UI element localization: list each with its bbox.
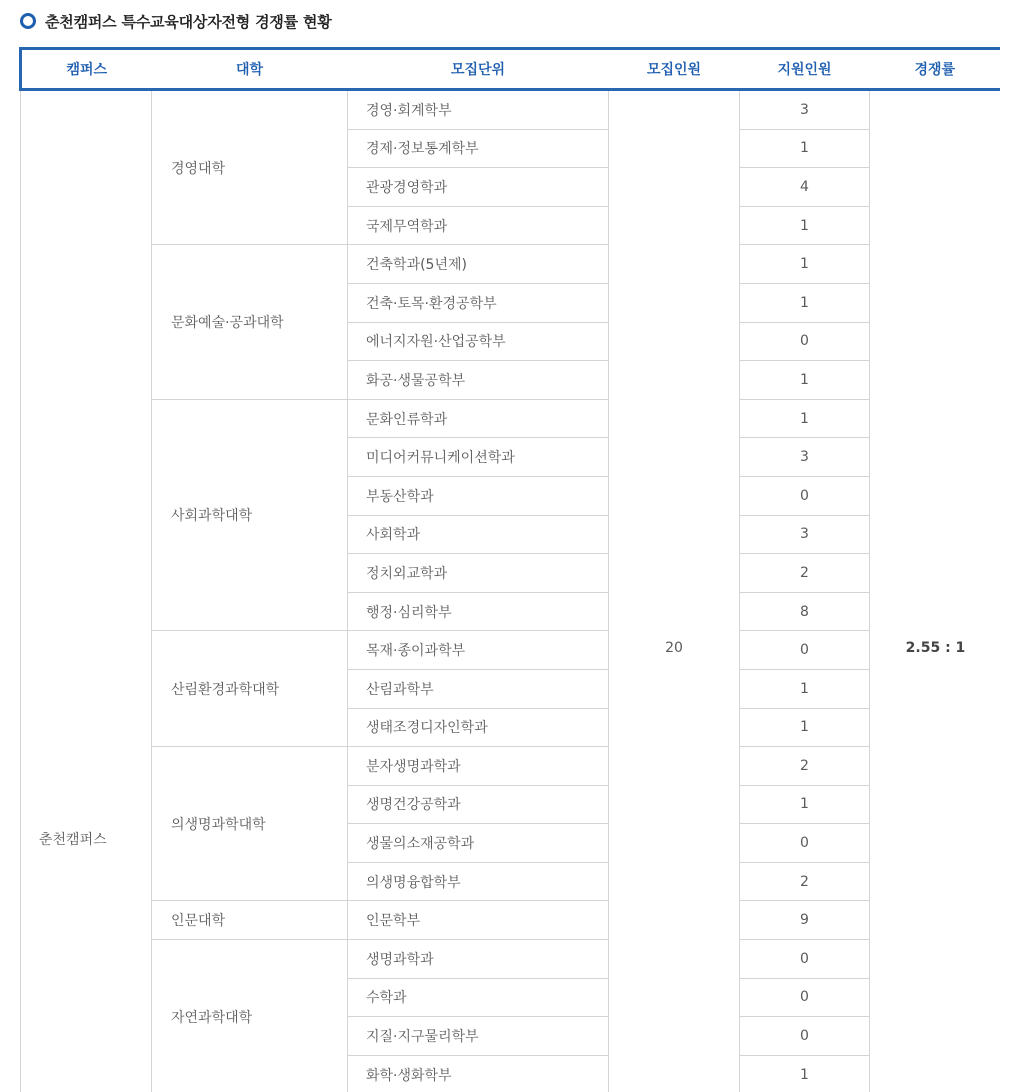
applicants-cell: 1 [740, 206, 870, 245]
unit-cell: 사회학과 [348, 515, 609, 554]
college-cell: 사회과학대학 [152, 399, 348, 631]
applicants-cell: 1 [740, 283, 870, 322]
unit-cell: 지질·지구물리학부 [348, 1017, 609, 1056]
college-cell: 문화예술·공과대학 [152, 245, 348, 399]
unit-cell: 건축학과(5년제) [348, 245, 609, 284]
applicants-cell: 1 [740, 1055, 870, 1092]
table-row [21, 901, 1001, 940]
table-row [21, 747, 1001, 786]
applicants-cell: 3 [740, 438, 870, 477]
applicants-cell: 2 [740, 862, 870, 901]
quota-cell: 20 [609, 90, 740, 1092]
unit-cell: 분자생명과학과 [348, 747, 609, 786]
unit-cell: 행정·심리학부 [348, 592, 609, 631]
table-header-row [21, 49, 1001, 90]
applicants-cell: 0 [740, 322, 870, 361]
college-cell: 경영대학 [152, 90, 348, 245]
competition-rate-table [19, 47, 1000, 1092]
applicants-cell: 0 [740, 940, 870, 979]
table-row [21, 245, 1001, 284]
unit-cell: 미디어커뮤니케이션학과 [348, 438, 609, 477]
unit-cell: 관광경영학과 [348, 168, 609, 207]
applicants-cell: 1 [740, 245, 870, 284]
unit-cell: 문화인류학과 [348, 399, 609, 438]
table-row [21, 90, 1001, 130]
header-college: 대학 [152, 49, 348, 90]
applicants-cell: 3 [740, 515, 870, 554]
unit-cell: 생물의소재공학과 [348, 824, 609, 863]
applicants-cell: 1 [740, 361, 870, 400]
college-cell: 자연과학대학 [152, 940, 348, 1092]
applicants-cell: 2 [740, 554, 870, 593]
applicants-cell: 0 [740, 631, 870, 670]
applicants-cell: 1 [740, 708, 870, 747]
unit-cell: 산림과학부 [348, 669, 609, 708]
applicants-cell: 0 [740, 978, 870, 1017]
table-body [21, 90, 1001, 1092]
applicants-cell: 0 [740, 824, 870, 863]
table-row [21, 940, 1001, 979]
unit-cell: 화공·생물공학부 [348, 361, 609, 400]
section-title [20, 8, 332, 34]
applicants-cell: 8 [740, 592, 870, 631]
unit-cell: 생명건강공학과 [348, 785, 609, 824]
unit-cell: 인문학부 [348, 901, 609, 940]
campus-name: 춘천캠퍼스 [39, 832, 107, 848]
circle-bullet-icon [20, 13, 36, 29]
applicants-cell: 1 [740, 129, 870, 168]
unit-cell: 목재·종이과학부 [348, 631, 609, 670]
unit-cell: 의생명융합학부 [348, 862, 609, 901]
header-campus: 캠퍼스 [21, 49, 152, 90]
college-cell: 인문대학 [152, 901, 348, 940]
unit-cell: 부동산학과 [348, 476, 609, 515]
applicants-cell: 1 [740, 669, 870, 708]
unit-cell: 에너지자원·산업공학부 [348, 322, 609, 361]
unit-cell: 생명과학과 [348, 940, 609, 979]
unit-cell: 경영·회계학부 [348, 90, 609, 130]
applicants-cell: 0 [740, 1017, 870, 1056]
applicants-cell: 1 [740, 785, 870, 824]
applicants-cell: 0 [740, 476, 870, 515]
table-row [21, 399, 1001, 438]
unit-cell: 건축·토목·환경공학부 [348, 283, 609, 322]
header-quota: 모집인원 [609, 49, 740, 90]
applicants-cell: 3 [740, 90, 870, 130]
table-row [21, 631, 1001, 670]
competition-rate-table-container [19, 47, 1000, 1092]
header-applicants: 지원인원 [740, 49, 870, 90]
unit-cell: 수학과 [348, 978, 609, 1017]
unit-cell: 정치외교학과 [348, 554, 609, 593]
college-cell: 산림환경과학대학 [152, 631, 348, 747]
section-title-text: 춘천캠퍼스 특수교육대상자전형 경쟁률 현황 [45, 12, 332, 31]
header-unit: 모집단위 [348, 49, 609, 90]
applicants-cell: 1 [740, 399, 870, 438]
applicants-cell: 2 [740, 747, 870, 786]
ratio-cell: 2.55 : 1 [870, 90, 1001, 1092]
unit-cell: 경제·정보통계학부 [348, 129, 609, 168]
campus-cell [21, 90, 152, 1092]
header-ratio: 경쟁률 [870, 49, 1001, 90]
applicants-cell: 9 [740, 901, 870, 940]
applicants-cell: 4 [740, 168, 870, 207]
unit-cell: 화학·생화학부 [348, 1055, 609, 1092]
college-cell: 의생명과학대학 [152, 747, 348, 901]
unit-cell: 생태조경디자인학과 [348, 708, 609, 747]
unit-cell: 국제무역학과 [348, 206, 609, 245]
